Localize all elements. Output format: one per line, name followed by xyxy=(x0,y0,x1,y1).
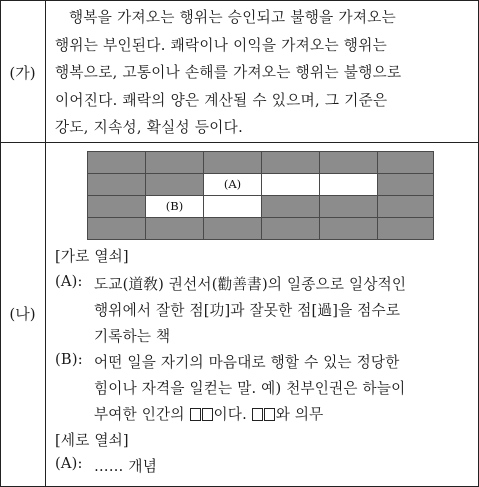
passage-line: 행복을 가져오는 행위는 승인되고 불행을 가져오는 xyxy=(69,9,397,26)
grid-cell-shaded xyxy=(319,151,378,174)
grid-cell-blank xyxy=(261,173,320,196)
grid-cell-shaded xyxy=(145,173,204,196)
across-b-line: 힘이나 자격을 일컫는 말. 예) 천부인권은 하늘이 xyxy=(94,380,406,397)
row-label-na: (나) xyxy=(9,305,36,323)
across-heading: [가로 열쇠] xyxy=(55,248,129,265)
grid-cell-shaded xyxy=(377,195,434,218)
across-a-line: 기록하는 책 xyxy=(94,328,171,345)
across-a-line: 도교(道敎) 권선서(勸善書)의 일종으로 일상적인 xyxy=(94,276,407,293)
grid-cell-shaded xyxy=(87,151,146,174)
grid-cell-shaded xyxy=(377,217,434,240)
grid-cell-shaded xyxy=(377,173,434,196)
grid-cell-a xyxy=(203,173,262,196)
grid-cell-shaded xyxy=(261,217,320,240)
answer-blank-box xyxy=(264,408,275,421)
across-b-line-last xyxy=(94,403,323,424)
grid-cell-shaded xyxy=(377,151,434,174)
across-b-line: 어떤 일을 자기의 마음대로 행할 수 있는 정당한 xyxy=(94,354,400,371)
across-b-text: 부여한 인간의 xyxy=(94,406,190,423)
grid-cell-shaded xyxy=(145,151,204,174)
down-a-key: (A): xyxy=(55,455,83,472)
grid-cell-shaded xyxy=(87,173,146,196)
answer-blank-box xyxy=(202,408,213,421)
grid-cell-shaded xyxy=(203,151,262,174)
label-column-divider xyxy=(45,0,46,487)
row-label-ga: (가) xyxy=(9,64,36,82)
answer-blank-box xyxy=(190,408,201,421)
across-a-line: 행위에서 잘한 점[功]과 잘못한 점[過]을 점수로 xyxy=(94,302,401,319)
grid-cell-shaded xyxy=(87,195,146,218)
across-b-text: 와 의무 xyxy=(275,406,324,423)
grid-cell-shaded xyxy=(203,217,262,240)
crossword-grid xyxy=(87,151,434,240)
cell-a-label: (A) xyxy=(223,177,242,191)
grid-cell-b xyxy=(145,195,204,218)
grid-cell-shaded xyxy=(261,195,320,218)
down-heading: [세로 열쇠] xyxy=(55,432,129,449)
grid-cell-blank xyxy=(319,173,378,196)
passage-line: 행복으로, 고통이나 손해를 가져오는 행위는 불행으로 xyxy=(55,64,402,81)
grid-cell-shaded xyxy=(319,217,378,240)
across-a-key: (A): xyxy=(55,273,83,290)
down-a-text: …… 개념 xyxy=(94,458,158,475)
answer-blank-box xyxy=(252,408,263,421)
passage-line: 행위는 부인된다. 쾌락이나 이익을 가져오는 행위는 xyxy=(55,36,387,54)
cell-b-label: (B) xyxy=(165,199,184,213)
grid-cell-shaded xyxy=(87,217,146,240)
passage-line: 이어진다. 쾌락의 양은 계산될 수 있으며, 그 기준은 xyxy=(55,91,388,109)
table-border-top xyxy=(0,0,479,1)
grid-cell-shaded xyxy=(145,217,204,240)
passage-ga xyxy=(55,4,470,142)
grid-cell-shaded xyxy=(319,195,378,218)
across-b-text: 이다. xyxy=(213,406,252,423)
row-divider xyxy=(0,142,479,143)
across-b-key: (B): xyxy=(55,351,83,368)
grid-cell-blank xyxy=(203,195,262,218)
passage-line: 강도, 지속성, 확실성 등이다. xyxy=(55,119,244,136)
grid-cell-shaded xyxy=(261,151,320,174)
